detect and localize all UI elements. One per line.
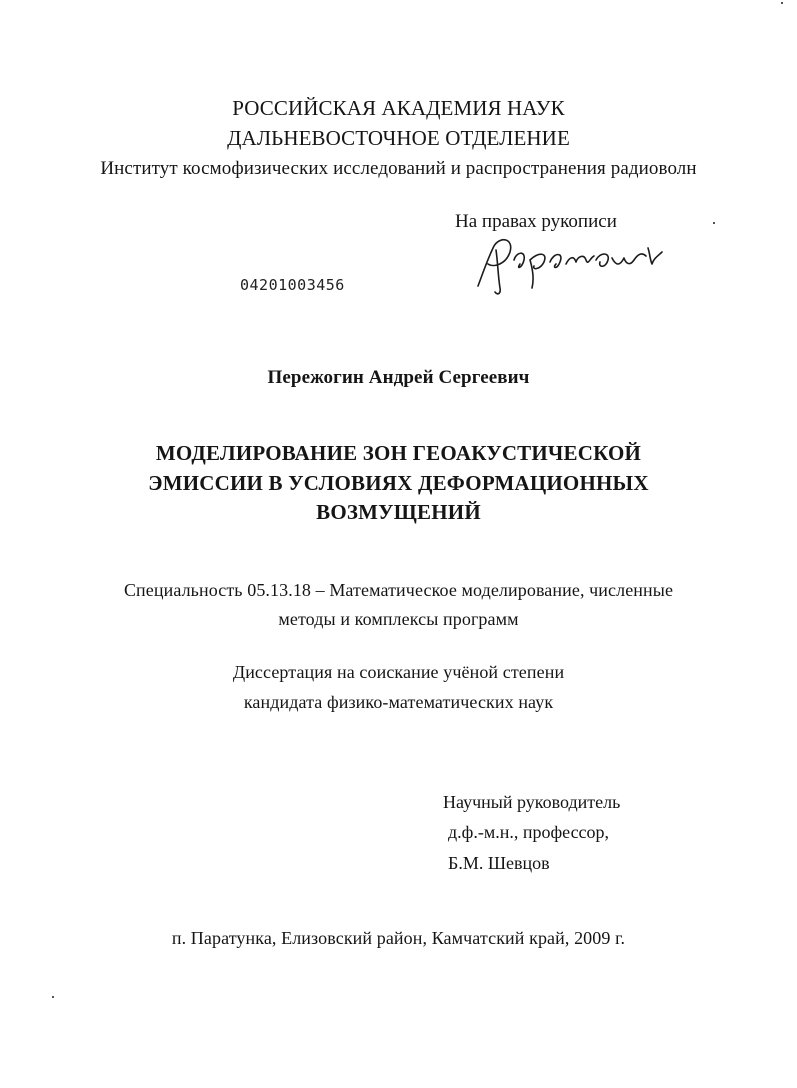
dissertation-title-line-1: МОДЕЛИРОВАНИЕ ЗОН ГЕОАКУСТИЧЕСКОЙ	[155, 441, 642, 465]
scan-speck	[713, 222, 715, 224]
dissertation-title-line-2: ЭМИССИИ В УСЛОВИЯХ ДЕФОРМАЦИОННЫХ	[148, 471, 649, 495]
handwritten-signature	[470, 230, 680, 300]
author-name: Пережогин Андрей Сергеевич	[267, 367, 530, 388]
dissertation-title-line-3: ВОЗМУЩЕНИЙ	[316, 500, 481, 524]
branch-name: ДАЛЬНЕВОСТОЧНОЕ ОТДЕЛЕНИЕ	[227, 126, 570, 150]
specialty-line-2: методы и комплексы программ	[278, 609, 519, 629]
manuscript-rights: На правах рукописи	[455, 211, 617, 232]
place-and-year: п. Паратунка, Елизовский район, Камчатский край, 2009 г.	[171, 928, 626, 948]
supervisor-role: Научный руководитель	[443, 792, 621, 812]
scan-speck	[781, 2, 783, 4]
degree-line-1: Диссертация на соискание учёной степени	[232, 662, 565, 682]
academy-name: РОССИЙСКАЯ АКАДЕМИЯ НАУК	[232, 96, 565, 120]
registration-code: 04201003456	[240, 276, 345, 294]
specialty-line-1: Специальность 05.13.18 – Математическое моделирование, численные	[123, 580, 674, 600]
institute-name: Институт космофизических исследований и распространения радиоволн	[100, 158, 697, 179]
supervisor-name: Б.М. Шевцов	[448, 853, 550, 873]
degree-line-2: кандидата физико-математических наук	[243, 692, 554, 712]
scan-speck	[52, 996, 54, 998]
supervisor-rank: д.ф.-м.н., профессор,	[448, 822, 610, 842]
